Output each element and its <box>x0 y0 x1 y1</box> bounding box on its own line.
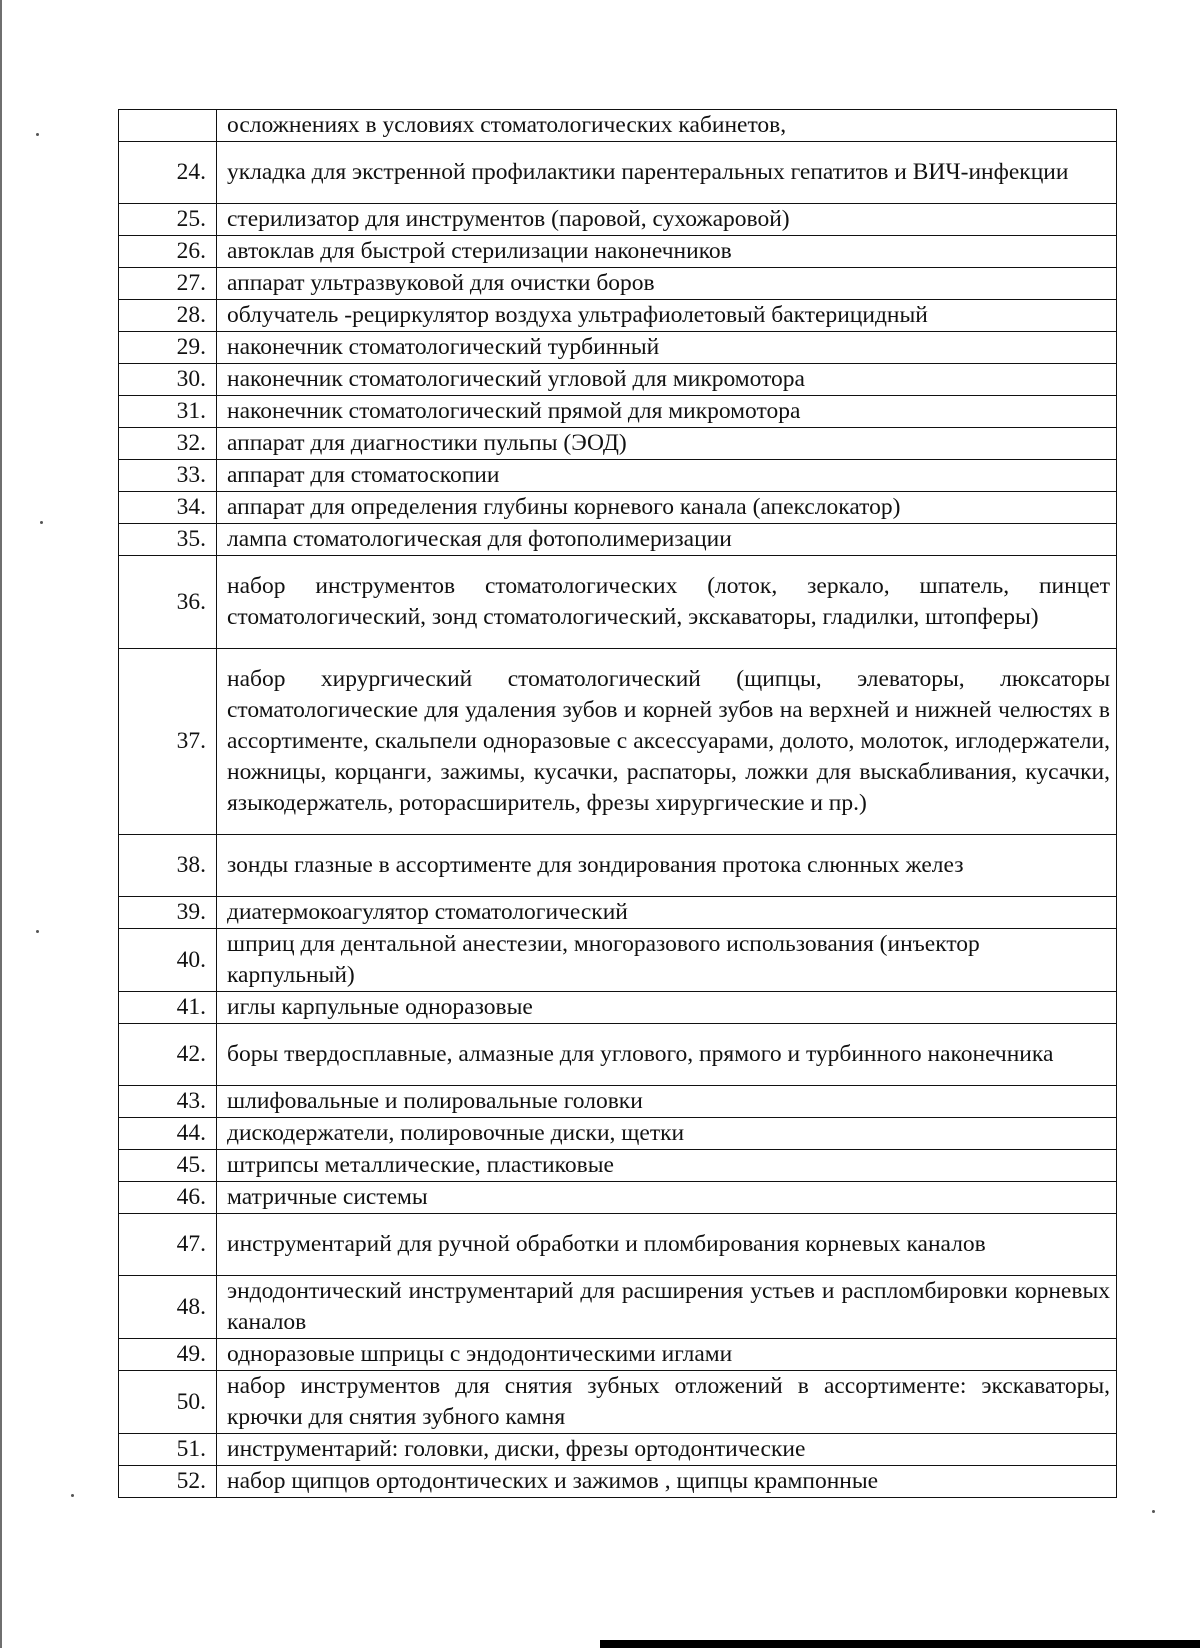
row-number: 40. <box>119 929 217 992</box>
row-number: 39. <box>119 897 217 929</box>
equipment-table <box>118 109 1117 1498</box>
row-number: 35. <box>119 524 217 556</box>
table-row <box>119 524 1117 556</box>
row-text: дискодержатели, полировочные диски, щетки <box>217 1118 1117 1150</box>
row-text: штрипсы металлические, пластиковые <box>217 1150 1117 1182</box>
row-text: зонды глазные в ассортименте для зондирования протока слюнных желез <box>217 835 1117 897</box>
row-number: 36. <box>119 556 217 649</box>
table-row <box>119 204 1117 236</box>
row-number: 38. <box>119 835 217 897</box>
row-number: 45. <box>119 1150 217 1182</box>
row-text: облучатель -рециркулятор воздуха ультрафиолетовый бактерицидный <box>217 300 1117 332</box>
row-number: 51. <box>119 1434 217 1466</box>
row-number: 26. <box>119 236 217 268</box>
row-number: 47. <box>119 1214 217 1276</box>
row-number: 44. <box>119 1118 217 1150</box>
row-text: стерилизатор для инструментов (паровой, сухожаровой) <box>217 204 1117 236</box>
table-row <box>119 110 1117 142</box>
row-number: 34. <box>119 492 217 524</box>
table-row <box>119 1024 1117 1086</box>
table-row <box>119 364 1117 396</box>
row-number: 32. <box>119 428 217 460</box>
table-row <box>119 332 1117 364</box>
row-text: диатермокоагулятор стоматологический <box>217 897 1117 929</box>
scan-speck <box>71 1494 74 1497</box>
row-text: лампа стоматологическая для фотополимеризации <box>217 524 1117 556</box>
table-row <box>119 1276 1117 1339</box>
table-row <box>119 992 1117 1024</box>
row-text: иглы карпульные одноразовые <box>217 992 1117 1024</box>
table-row <box>119 1150 1117 1182</box>
table-row <box>119 556 1117 649</box>
table-row <box>119 492 1117 524</box>
table-row <box>119 236 1117 268</box>
row-number: 29. <box>119 332 217 364</box>
row-text: набор щипцов ортодонтических и зажимов , щипцы крампонные <box>217 1466 1117 1498</box>
row-text: аппарат для диагностики пульпы (ЭОД) <box>217 428 1117 460</box>
table-row <box>119 300 1117 332</box>
table-row <box>119 428 1117 460</box>
row-text: аппарат для определения глубины корневого канала (апекслокатор) <box>217 492 1117 524</box>
row-number: 33. <box>119 460 217 492</box>
table-row <box>119 1371 1117 1434</box>
scan-speck <box>36 930 39 933</box>
row-number: 41. <box>119 992 217 1024</box>
row-text: одноразовые шприцы с эндодонтическими иглами <box>217 1339 1117 1371</box>
row-text: наконечник стоматологический угловой для микромотора <box>217 364 1117 396</box>
row-text: инструментарий для ручной обработки и пломбирования корневых каналов <box>217 1214 1117 1276</box>
row-number: 49. <box>119 1339 217 1371</box>
row-text: набор инструментов стоматологических (лоток, зеркало, шпатель, пинцет стоматологический, зонд стоматологический, экскаваторы, гладилки, штопферы) <box>217 556 1117 649</box>
table-row <box>119 1086 1117 1118</box>
row-number <box>119 110 217 142</box>
table-row <box>119 1214 1117 1276</box>
row-text: наконечник стоматологический турбинный <box>217 332 1117 364</box>
row-text: укладка для экстренной профилактики парентеральных гепатитов и ВИЧ-инфекции <box>217 142 1117 204</box>
row-text: аппарат ультразвуковой для очистки боров <box>217 268 1117 300</box>
row-number: 50. <box>119 1371 217 1434</box>
row-number: 48. <box>119 1276 217 1339</box>
table-row <box>119 897 1117 929</box>
table-row <box>119 835 1117 897</box>
row-number: 46. <box>119 1182 217 1214</box>
table-row <box>119 929 1117 992</box>
row-number: 37. <box>119 649 217 835</box>
row-number: 24. <box>119 142 217 204</box>
row-text: набор инструментов для снятия зубных отложений в ассортименте: экскаваторы, крючки для снятия зубного камня <box>217 1371 1117 1434</box>
table-row <box>119 460 1117 492</box>
table-row <box>119 396 1117 428</box>
row-text: эндодонтический инструментарий для расширения устьев и распломбировки корневых каналов <box>217 1276 1117 1339</box>
row-text: наконечник стоматологический прямой для микромотора <box>217 396 1117 428</box>
row-text: набор хирургический стоматологический (щипцы, элеваторы, люксаторы стоматологические для удаления зубов и корней зубов на верхней и нижней челюстях в ассортименте, скальпели одноразовые с аксессуарами, долото, молоток, иглодержатели, ножницы, корцанги, зажимы, кусачки, распаторы, ложки для выскабливания, кусачки, языкодержатель, роторасширитель, фрезы хирургические и пр.) <box>217 649 1117 835</box>
scan-speck <box>1152 1510 1155 1513</box>
table-row <box>119 1182 1117 1214</box>
row-number: 31. <box>119 396 217 428</box>
row-text: осложнениях в условиях стоматологических кабинетов, <box>217 110 1117 142</box>
scan-speck <box>40 521 43 524</box>
row-number: 25. <box>119 204 217 236</box>
table-row <box>119 1118 1117 1150</box>
row-number: 43. <box>119 1086 217 1118</box>
row-text: шлифовальные и полировальные головки <box>217 1086 1117 1118</box>
table-row <box>119 649 1117 835</box>
table-row <box>119 268 1117 300</box>
scan-artifact-bar <box>600 1640 1200 1648</box>
page-edge <box>0 0 2 1648</box>
row-text: аппарат для стоматоскопии <box>217 460 1117 492</box>
row-number: 28. <box>119 300 217 332</box>
row-text: шприц для дентальной анестезии, многоразового использования (инъектор карпульный) <box>217 929 1117 992</box>
row-text: автоклав для быстрой стерилизации наконечников <box>217 236 1117 268</box>
row-number: 52. <box>119 1466 217 1498</box>
row-text: боры твердосплавные, алмазные для углового, прямого и турбинного наконечника <box>217 1024 1117 1086</box>
table-row <box>119 142 1117 204</box>
row-text: матричные системы <box>217 1182 1117 1214</box>
table-row <box>119 1466 1117 1498</box>
table-row <box>119 1339 1117 1371</box>
row-number: 30. <box>119 364 217 396</box>
table-row <box>119 1434 1117 1466</box>
scan-speck <box>36 133 39 136</box>
row-text: инструментарий: головки, диски, фрезы ортодонтические <box>217 1434 1117 1466</box>
row-number: 27. <box>119 268 217 300</box>
row-number: 42. <box>119 1024 217 1086</box>
